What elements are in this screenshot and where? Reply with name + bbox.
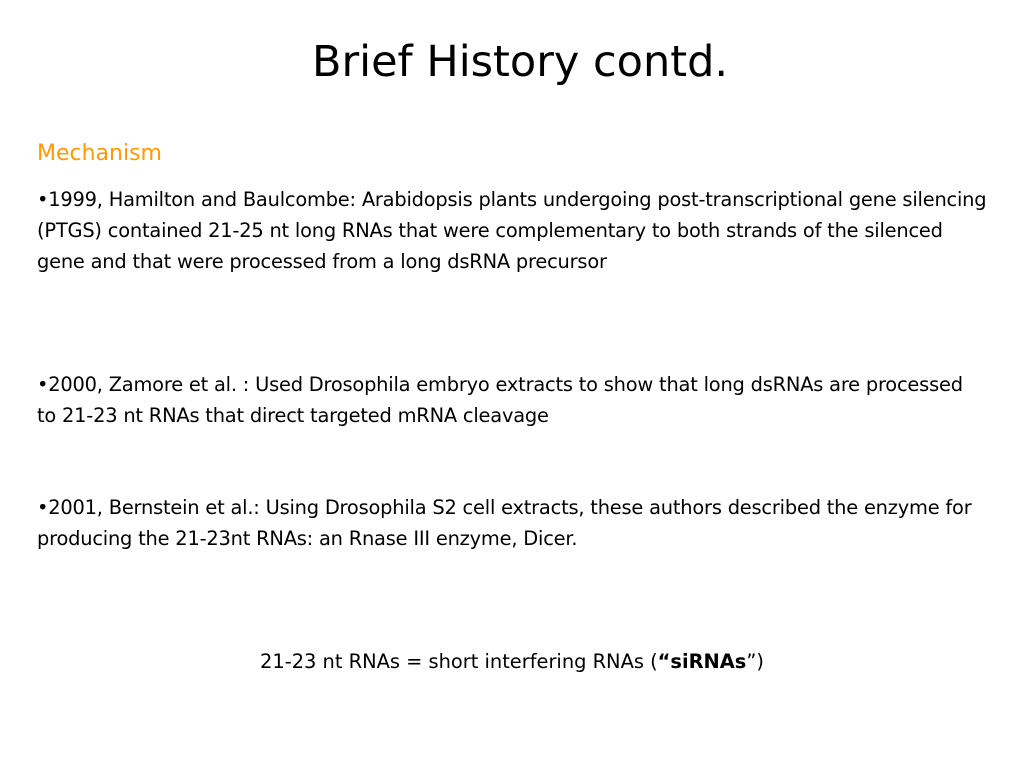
close-quote: ”: [746, 650, 757, 673]
sirna-definition: [0, 646, 1024, 677]
slide-title: Brief History contd.: [311, 37, 729, 87]
bullet-marker: •: [37, 373, 49, 396]
section-heading: Mechanism: [37, 141, 162, 166]
bullet-marker: •: [37, 188, 49, 211]
definition-prefix: 21-23 nt RNAs = short interfering RNAs (: [260, 650, 658, 673]
bullet-item-1999: [37, 184, 987, 277]
definition-suffix: ): [756, 650, 764, 673]
bullet-text: 2000, Zamore et al. : Used Drosophila embryo extracts to show that long dsRNAs are processed to 21-23 nt RNAs that direct targeted mRNA cleavage: [37, 373, 963, 427]
sirna-term: siRNAs: [670, 650, 747, 673]
bullet-item-2000: [37, 369, 987, 431]
bullet-item-2001: [37, 492, 987, 554]
bullet-text: 1999, Hamilton and Baulcombe: Arabidopsis plants undergoing post-transcriptional gene silencing (PTGS) contained 21-25 nt long RNAs that were complementary to both strands of the silenced gene and that were processed from a long dsRNA precursor: [37, 188, 987, 273]
bullet-marker: •: [37, 496, 49, 519]
open-quote: “: [657, 650, 671, 673]
bullet-text: 2001, Bernstein et al.: Using Drosophila S2 cell extracts, these authors described the enzyme for producing the 21-23nt RNAs: an Rnase III enzyme, Dicer.: [37, 496, 972, 550]
